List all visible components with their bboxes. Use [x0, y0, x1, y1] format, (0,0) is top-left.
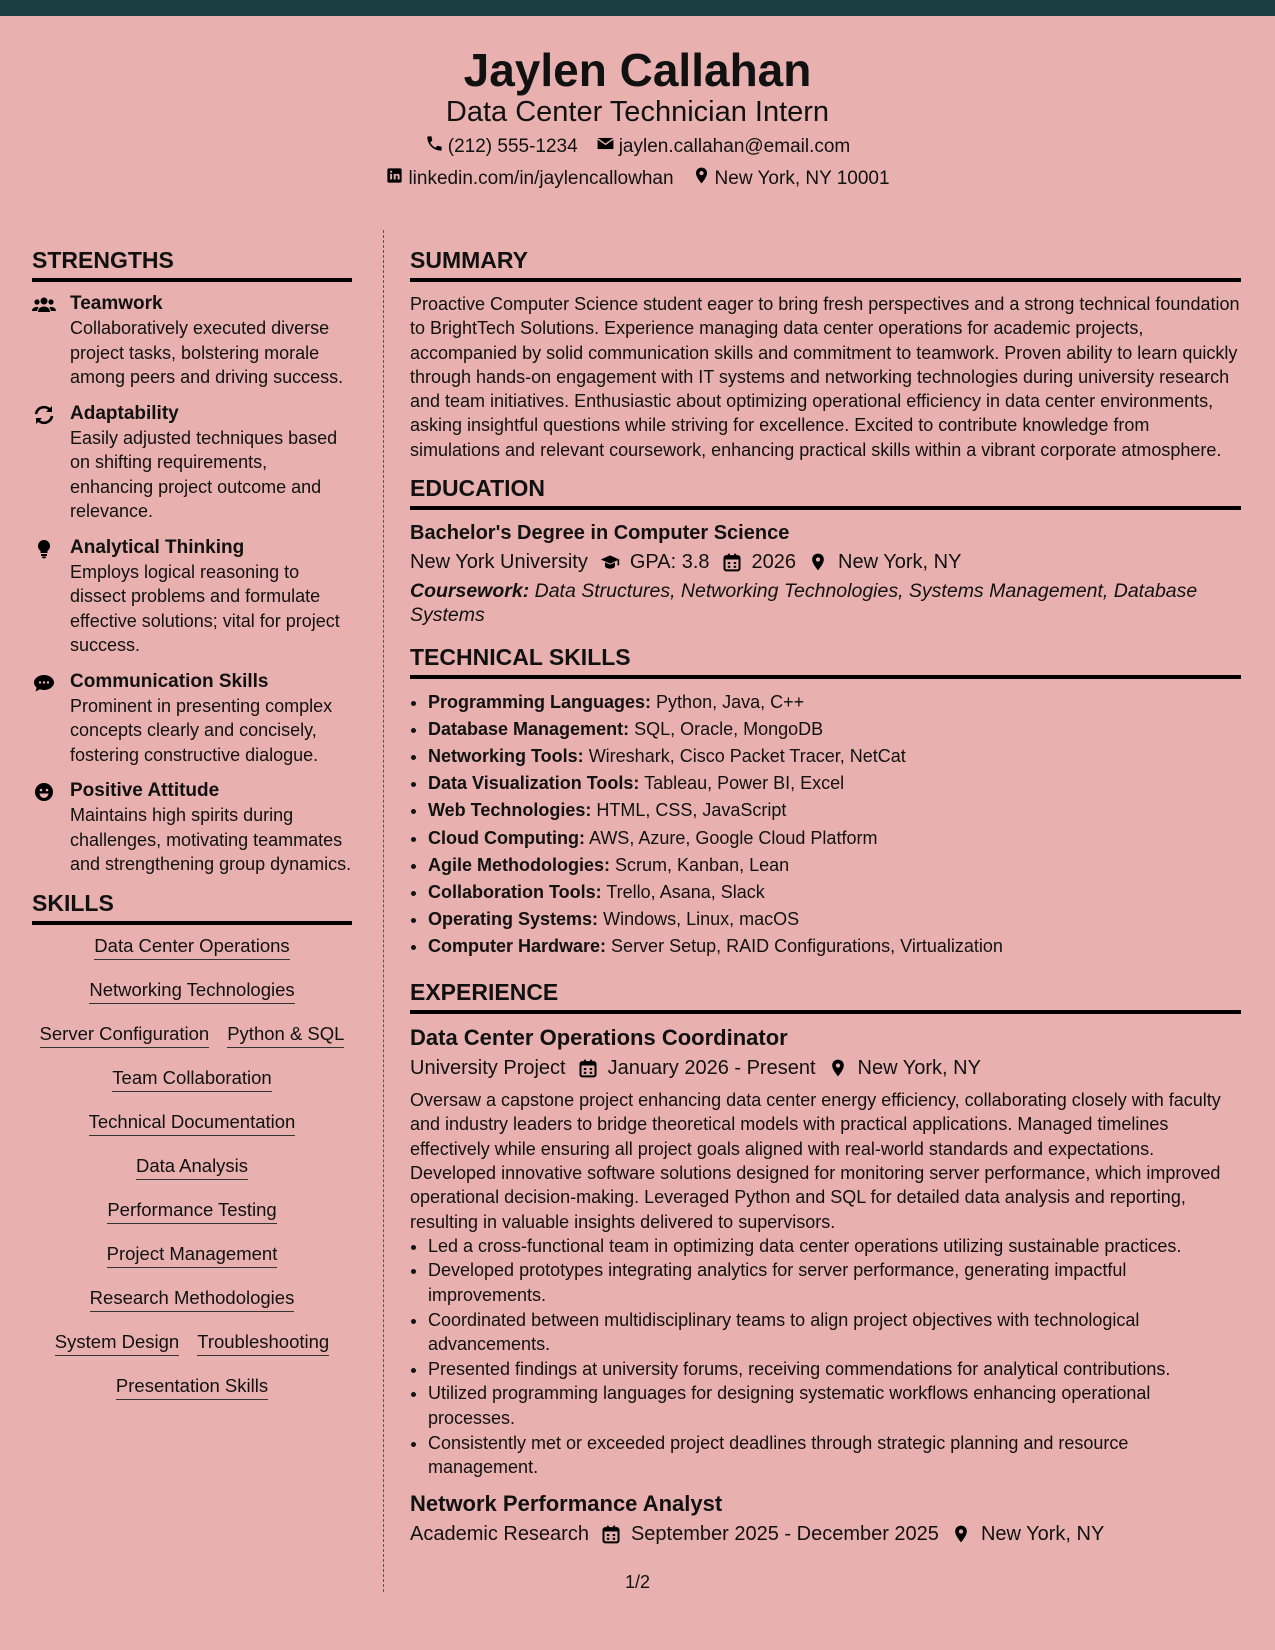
- skill-category: Networking Tools:: [428, 746, 584, 767]
- skill-values: Python, Java, C++: [656, 692, 805, 713]
- page-number: 1/2: [624, 1572, 651, 1592]
- school-name: New York University: [410, 551, 588, 574]
- education-heading: EDUCATION: [410, 474, 1241, 510]
- summary-text: Proactive Computer Science student eager to bring fresh perspectives and a strong technical foundation to BrightTech Solutions. Experience managing data center operations for academic projects, accompanied by solid communication skills and commitment to teamwork. Proven ability to learn quickly through hands-on engagement with IT systems and networking technologies during university research and team initiatives. Enthusiastic about optimizing operational efficiency in data center environments, asking insightful questions while striving for excellence. Excited to contribute knowledge from simulations and relevant coursework, enhancing practical skills within a vibrant corporate atmosphere.: [410, 294, 1240, 460]
- job-dates: January 2026 - Present: [607, 1057, 816, 1080]
- list-item: [428, 716, 1241, 743]
- skill-values: SQL, Oracle, MongoDB: [634, 719, 824, 740]
- coursework-list: Data Structures, Networking Technologies, Systems Management, Database Systems: [410, 580, 1198, 627]
- skill-tag: Python & SQL: [227, 1023, 344, 1048]
- summary-heading: SUMMARY: [410, 246, 1241, 282]
- location-contact: [692, 166, 890, 192]
- skill-category: Operating Systems:: [428, 908, 599, 929]
- skill-tag: Data Center Operations: [94, 935, 289, 960]
- strength-item: [32, 402, 352, 524]
- skill-category: Programming Languages:: [428, 692, 652, 713]
- calendar-icon: [578, 1058, 598, 1078]
- skill-values: Scrum, Kanban, Lean: [615, 854, 790, 875]
- skill-tag: System Design: [55, 1331, 179, 1356]
- skill-values: AWS, Azure, Google Cloud Platform: [588, 827, 878, 848]
- skill-values: HTML, CSS, JavaScript: [596, 800, 787, 821]
- calendar-icon: [722, 552, 742, 572]
- skill-row: [32, 979, 352, 1004]
- phone-contact: [425, 134, 578, 160]
- graduation-year: 2026: [751, 551, 797, 574]
- list-item: [428, 906, 1241, 933]
- list-item: [428, 797, 1241, 824]
- strength-item: [32, 779, 352, 877]
- strength-desc: Prominent in presenting complex concepts clearly and concisely, fostering constructive dialogue.: [70, 695, 333, 765]
- skill-tag: Networking Technologies: [89, 979, 294, 1004]
- skill-category: Database Management:: [428, 719, 630, 740]
- strength-title: Teamwork: [70, 293, 163, 314]
- gpa-text: GPA: 3.8: [629, 551, 710, 574]
- comment-icon: [32, 670, 70, 768]
- skill-tag: Server Configuration: [40, 1023, 210, 1048]
- skill-tag: Performance Testing: [107, 1199, 276, 1224]
- list-item: • Consistently met or exceeded project deadlines through strategic planning and resource management.: [428, 1431, 1241, 1480]
- strength-title: Communication Skills: [70, 670, 269, 692]
- map-marker-icon: [951, 1524, 971, 1544]
- list-item: • Developed prototypes integrating analytics for server performance, generating impactful improvements.: [428, 1258, 1241, 1307]
- skill-category: Web Technologies:: [428, 800, 592, 821]
- strength-item: [32, 536, 352, 658]
- list-item: [428, 879, 1241, 906]
- list-item: • Led a cross-functional team in optimizing data center operations utilizing sustainable practices.: [428, 1234, 1241, 1259]
- skill-row: [32, 1287, 352, 1312]
- strength-desc: Employs logical reasoning to dissect problems and formulate effective solutions; vital for project success.: [70, 561, 340, 655]
- skill-row: [32, 1155, 352, 1180]
- map-marker-icon: [828, 1058, 848, 1078]
- strength-desc: Easily adjusted techniques based on shifting requirements, enhancing project outcome and relevance.: [70, 427, 338, 521]
- linkedin-contact[interactable]: [385, 166, 673, 192]
- strength-desc: Maintains high spirits during challenges, motivating teammates and strengthening group dynamics.: [70, 805, 352, 874]
- job-title: Network Performance Analyst: [410, 1490, 723, 1516]
- job-org: Academic Research: [410, 1522, 589, 1545]
- skill-tag: Project Management: [107, 1243, 278, 1268]
- skill-values: Windows, Linux, macOS: [603, 908, 800, 929]
- skill-category: Computer Hardware:: [428, 935, 607, 956]
- skill-row: [32, 1199, 352, 1224]
- list-item: [428, 852, 1241, 879]
- technical-skills-list: [410, 689, 1241, 960]
- skill-row: [32, 935, 352, 960]
- list-item: [428, 689, 1241, 716]
- skill-tag: Troubleshooting: [197, 1331, 329, 1356]
- email-contact[interactable]: [596, 134, 851, 160]
- degree-title: Bachelor's Degree in Computer Science: [410, 522, 790, 545]
- strength-title: Adaptability: [70, 402, 179, 424]
- list-item: [428, 770, 1241, 797]
- skills-heading: SKILLS: [32, 889, 352, 925]
- job-dates: September 2025 - December 2025: [630, 1522, 939, 1545]
- job-info: [410, 1520, 1241, 1548]
- list-item: • Utilized programming languages for designing systematic workflows enhancing operational processes.: [428, 1381, 1241, 1430]
- skill-tag: Presentation Skills: [116, 1375, 268, 1400]
- map-marker-icon: [808, 552, 828, 572]
- skill-row: [32, 1067, 352, 1092]
- candidate-name: Jaylen Callahan: [463, 44, 812, 96]
- job-org: University Project: [410, 1057, 566, 1080]
- skill-values: Wireshark, Cisco Packet Tracer, NetCat: [588, 746, 906, 767]
- list-item: [428, 743, 1241, 770]
- skill-tag: Technical Documentation: [89, 1111, 296, 1136]
- list-item: • Coordinated between multidisciplinary teams to align project objectives with technological advancements.: [428, 1308, 1241, 1357]
- skill-tag: Data Analysis: [136, 1155, 248, 1180]
- strength-item: [32, 292, 352, 390]
- location-text: New York, NY 10001: [714, 168, 890, 189]
- top-bar: [0, 0, 1275, 16]
- list-item: • Presented findings at university forums, receiving commendations for analytical contributions.: [428, 1357, 1241, 1382]
- skill-category: Cloud Computing:: [428, 827, 585, 848]
- skill-row: [32, 1023, 352, 1048]
- job-title: Data Center Operations Coordinator: [410, 1025, 788, 1051]
- users-icon: [32, 292, 70, 390]
- education-location: New York, NY: [838, 551, 962, 574]
- left-column: [32, 246, 352, 1419]
- coursework-label: Coursework:: [410, 580, 530, 603]
- envelope-icon: [596, 134, 615, 160]
- resume-header: [0, 16, 1275, 204]
- strength-title: Positive Attitude: [70, 780, 220, 801]
- skill-values: Server Setup, RAID Configurations, Virtualization: [611, 935, 1003, 956]
- column-divider: [383, 230, 384, 1592]
- experience-heading: EXPERIENCE: [410, 978, 1241, 1014]
- skill-category: Agile Methodologies:: [428, 854, 610, 875]
- contact-row: [0, 166, 1275, 192]
- graduation-cap-icon: [600, 552, 620, 572]
- email-text[interactable]: jaylen.callahan@email.com: [618, 136, 851, 157]
- skills-cloud: [32, 935, 352, 1400]
- skill-values: Tableau, Power BI, Excel: [644, 773, 845, 794]
- skill-row: [32, 1111, 352, 1136]
- list-item: [428, 825, 1241, 852]
- job-info: [410, 1054, 1241, 1082]
- strength-item: [32, 670, 352, 768]
- list-item: [428, 933, 1241, 960]
- skill-values: Trello, Asana, Slack: [606, 881, 765, 902]
- linkedin-icon: [385, 166, 404, 192]
- coursework: [410, 579, 1241, 627]
- lightbulb-icon: [32, 536, 70, 658]
- skill-tag: Research Methodologies: [90, 1287, 295, 1312]
- phone-text: (212) 555-1234: [447, 136, 578, 157]
- skill-row: [32, 1331, 352, 1356]
- skill-row: [32, 1375, 352, 1400]
- job-description: Oversaw a capstone project enhancing data center energy efficiency, collaborating closely with faculty and industry leaders to bridge theoretical models with practical applications. Managed timelines effectively while ensuring all project goals aligned with real-world standards and expectations. Developed innovative software solutions designed for monitoring server performance, which improved operational decision-making. Leveraged Python and SQL for detailed data analysis and reporting, resulting in valuable insights delivered to supervisors.: [410, 1090, 1221, 1232]
- technical-skills-heading: TECHNICAL SKILLS: [410, 643, 1241, 679]
- linkedin-text[interactable]: linkedin.com/in/jaylencallowhan: [408, 168, 674, 189]
- skill-category: Data Visualization Tools:: [428, 773, 640, 794]
- strengths-heading: STRENGTHS: [32, 246, 352, 282]
- calendar-icon: [601, 1524, 621, 1544]
- strength-desc: Collaboratively executed diverse project tasks, bolstering morale among peers and driving success.: [70, 318, 344, 387]
- contact-row: [0, 134, 1275, 160]
- job-location: New York, NY: [980, 1522, 1105, 1545]
- skill-category: Collaboration Tools:: [428, 881, 602, 902]
- candidate-role: Data Center Technician Intern: [445, 96, 830, 128]
- education-info: [410, 548, 1241, 576]
- skill-tag: Team Collaboration: [112, 1067, 271, 1092]
- map-marker-icon: [692, 166, 711, 192]
- job-location: New York, NY: [857, 1057, 981, 1080]
- phone-icon: [425, 134, 444, 160]
- right-column: [410, 246, 1241, 1548]
- skill-row: [32, 1243, 352, 1268]
- sync-icon: [32, 402, 70, 524]
- strength-title: Analytical Thinking: [70, 536, 245, 558]
- smile-icon: [32, 779, 70, 877]
- job-bullets: [410, 1234, 1241, 1480]
